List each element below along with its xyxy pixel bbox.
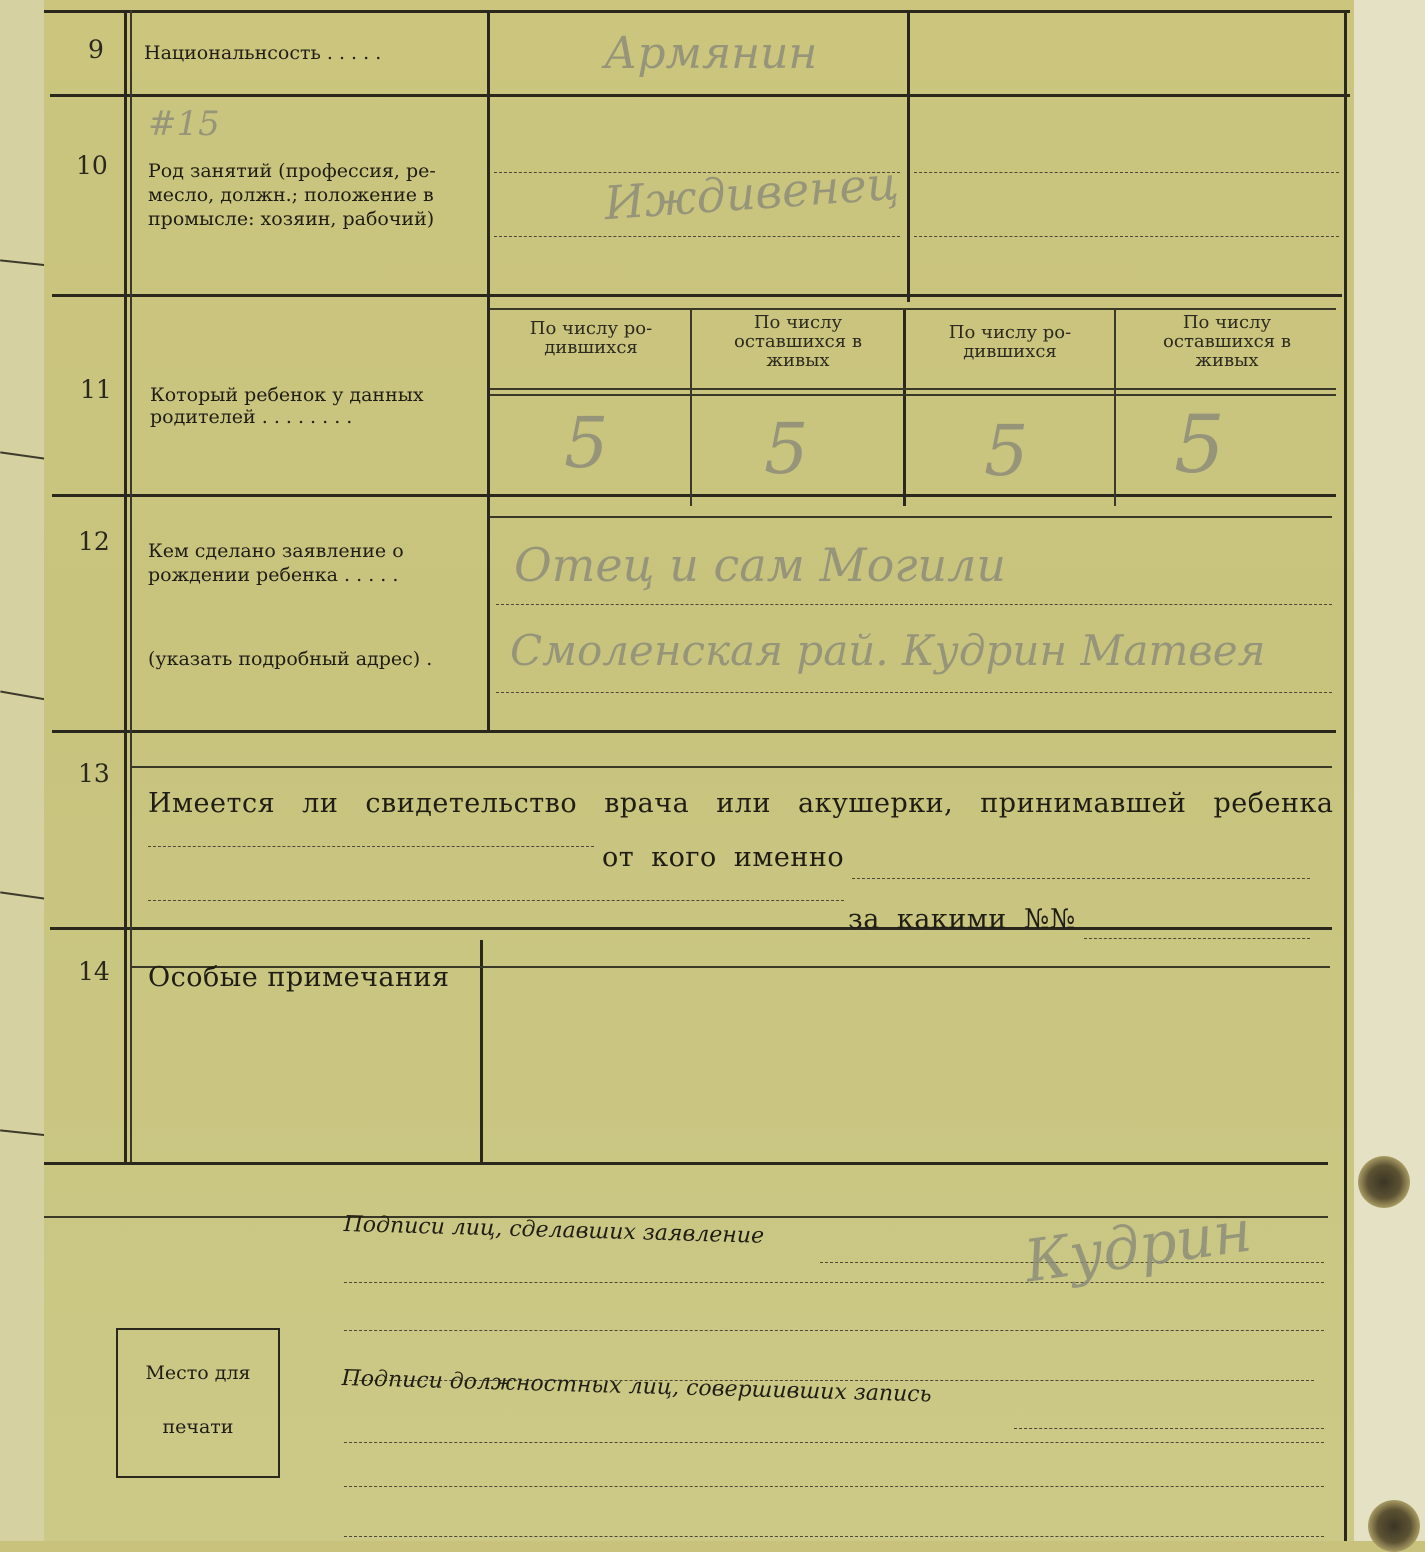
rule-r11-col-b — [903, 308, 906, 506]
row-13-number: 13 — [78, 759, 110, 788]
rule-9-10 — [50, 94, 1350, 97]
rule-11-12 — [52, 494, 1336, 497]
rule-label-col-14 — [480, 940, 483, 1162]
row-13-numbers: за какими №№ — [848, 904, 1076, 935]
dotted-line — [494, 236, 900, 237]
row-10-label-line2: месло, должн.; положение в — [148, 184, 434, 206]
stamp-label-line1: Место для — [145, 1362, 251, 1384]
birth-record-form — [44, 0, 1354, 1541]
rule-num-col-inner — [130, 10, 132, 1162]
dotted-line — [1084, 938, 1310, 939]
dotted-line — [344, 1442, 1324, 1443]
dotted-line — [148, 846, 594, 847]
rule-10-11 — [52, 294, 1342, 297]
stamp-box — [116, 1328, 280, 1478]
applicants-signature-label: Подписи лиц, сделавших заявление — [343, 1212, 765, 1249]
rule-top — [44, 10, 1350, 13]
hw-child-number-4: 5 — [1174, 398, 1225, 491]
row-14-number: 14 — [78, 957, 110, 986]
row-12-label-line1: Кем сделано заявление о — [148, 540, 404, 562]
dotted-line — [852, 878, 1310, 879]
rule-mid-col — [907, 10, 910, 302]
binding-hole — [1358, 1156, 1410, 1208]
hw-declarant: Отец и сам Могили — [514, 538, 1007, 592]
hw-nationality: Армянин — [604, 28, 818, 79]
row-13-from-whom: от кого именно — [602, 842, 845, 873]
binding-hole — [1368, 1500, 1420, 1552]
rule-r11-header-top — [490, 308, 1336, 310]
row-9-number: 9 — [88, 35, 104, 64]
rule-num-col — [124, 10, 127, 1162]
hw-child-number-1: 5 — [564, 402, 609, 484]
officials-signature-label: Подписи должностных лиц, совершивших запись — [341, 1366, 932, 1408]
row-11-label-line2: родителей . . . . . . . . — [150, 406, 353, 428]
rule-r11-col-a — [690, 308, 692, 506]
row-14-label: Особые примечания — [148, 962, 450, 993]
row-9-label: Национальнсость . . . . . — [144, 42, 382, 64]
rule-right-edge — [1344, 10, 1347, 1541]
row-11-label-line1: Который ребенок у данных — [150, 384, 424, 406]
r11-col4-header: По числу оставшихся в живых — [1163, 312, 1291, 371]
row-10-label-line1: Род занятий (профессия, ре- — [148, 160, 436, 182]
dotted-line — [914, 172, 1339, 173]
rule-14-bottom — [44, 1162, 1328, 1165]
rule-13-14 — [50, 927, 1332, 930]
r11-col1-header: По числу ро- дившихся — [529, 318, 653, 358]
r11-col2-header: По числу оставшихся в живых — [734, 312, 862, 371]
dotted-line — [496, 604, 1332, 605]
row-12-number: 12 — [78, 527, 110, 556]
hw-address: Смоленская рай. Кудрин Матвея — [510, 626, 1266, 675]
dotted-line — [1014, 1428, 1324, 1429]
dotted-line — [344, 1486, 1324, 1487]
right-page-shade — [1350, 0, 1425, 1541]
dotted-line — [344, 1536, 1324, 1537]
dotted-line — [344, 1282, 1324, 1283]
hw-child-number-2: 5 — [764, 408, 809, 490]
rule-r13-inner — [130, 766, 1332, 768]
row-12-address-label: (указать подробный адрес) . — [148, 648, 433, 670]
row-13-question: Имеется ли свидетельство врача или акушерки, принимавшей ребенка — [148, 788, 1334, 819]
dotted-line — [496, 692, 1332, 693]
rule-12-13 — [52, 730, 1336, 733]
dotted-line — [148, 900, 844, 901]
left-page-edge — [0, 0, 48, 1541]
stamp-label-line2: печати — [162, 1416, 234, 1438]
row-10-label-line3: промысле: хозяин, рабочий) — [148, 208, 435, 230]
dotted-line — [344, 1330, 1324, 1331]
row-10-number: 10 — [76, 151, 108, 180]
r11-col3-header: По числу ро- дившихся — [948, 322, 1072, 362]
rule-label-col — [487, 10, 490, 730]
row-12-label-line2: рождении ребенка . . . . . — [148, 564, 399, 586]
row-11-number: 11 — [80, 375, 112, 404]
hw-child-number-3: 5 — [984, 410, 1029, 492]
hw-occupation: Иждивенец — [602, 155, 901, 231]
rule-r12-inner — [490, 516, 1332, 518]
dotted-line — [914, 236, 1339, 237]
rule-r11-header-bottom2 — [490, 394, 1336, 396]
rule-r11-header-bottom — [490, 388, 1336, 390]
rule-r11-col-c — [1114, 308, 1116, 506]
hw-signature: Кудрин — [1020, 1196, 1256, 1296]
hw-mark: #15 — [148, 104, 220, 144]
